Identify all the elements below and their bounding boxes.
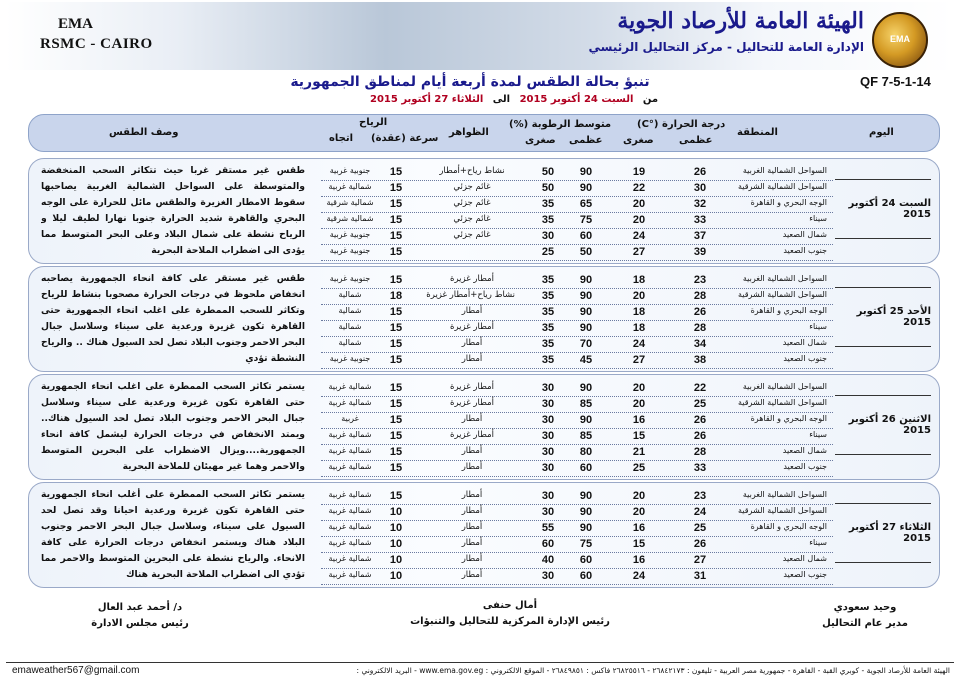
humidity-min: 35 xyxy=(541,306,555,318)
wind-direction: شمالية xyxy=(338,322,362,331)
humidity-max: 60 xyxy=(579,462,593,474)
humidity-max: 50 xyxy=(579,246,593,258)
wind-direction: شمالية شرقية xyxy=(326,198,374,207)
wind-speed: 18 xyxy=(389,290,403,302)
temp-max: 34 xyxy=(693,338,707,350)
phenomena: أمطار غزيرة xyxy=(450,274,494,284)
humidity-max: 45 xyxy=(579,354,593,366)
humidity-min: 40 xyxy=(541,554,555,566)
humidity-min: 50 xyxy=(541,182,555,194)
region-name: جنوب الصعيد xyxy=(783,354,827,363)
temp-min: 15 xyxy=(632,430,646,442)
footer-divider xyxy=(6,662,954,663)
col-day: اليوم xyxy=(869,127,894,138)
humidity-min: 55 xyxy=(541,522,555,534)
humidity-max: 60 xyxy=(579,554,593,566)
col-temp: درجة الحرارة (°C) xyxy=(637,119,726,130)
wind-speed: 15 xyxy=(389,462,403,474)
wind-speed: 10 xyxy=(389,538,403,550)
humidity-min: 30 xyxy=(541,506,555,518)
phenomena: أمطار غزيرة xyxy=(450,398,494,408)
signer-middle-name: أمال حنفى xyxy=(482,600,538,611)
temp-max: 25 xyxy=(693,522,707,534)
wind-direction: شمالية غربية xyxy=(328,462,372,471)
table-header xyxy=(28,114,940,152)
wind-direction: شمالية xyxy=(338,290,362,299)
table-row xyxy=(321,321,833,337)
temp-min: 20 xyxy=(632,214,646,226)
table-row xyxy=(321,229,833,245)
humidity-max: 90 xyxy=(579,522,593,534)
col-wind-dir: اتجاه xyxy=(329,133,354,144)
weather-description: يستمر تكاثر السحب الممطرة على اغلب انحاء الجمهورية حتى القاهرة تكون غزيرة ورعدية على سيناء وسلاسل جبال البحر الاحمر وجنوب البلاد تصل لحد السيول هناك.. ويمتد الانخفاض في درجات الحرارة ليشمل كافة انحاء الجمهورية....ويزال الاضطراب على البحرين المتوسط والاحمر وهما غير مهيئان للملاحة البحرية xyxy=(41,381,305,472)
temp-max: 28 xyxy=(693,322,707,334)
weather-description: طقس غير مستقر على كافة انحاء الجمهورية يصاحبه انخفاض ملحوظ في درجات الحرارة مصحوبا بنشاط للرياح وتكاثر للسحب الممطرة على اغلب انحاء الجمهورية حتى القاهرة تكون غزيرة ورعدية على سيناء وسلاسل جبال البحر الاحمر وجنوب البلاد تصل لحد السيول هناك .. والرياح النشطة تؤدي xyxy=(41,273,305,364)
wind-speed: 10 xyxy=(389,570,403,582)
humidity-min: 30 xyxy=(541,446,555,458)
temp-max: 31 xyxy=(693,570,707,582)
col-temp-min: صغرى xyxy=(623,135,654,146)
temp-min: 25 xyxy=(632,462,646,474)
temp-max: 37 xyxy=(693,230,707,242)
phenomena: أمطار xyxy=(461,306,483,316)
signer-middle-title: رئيس الإدارة المركزية للتحاليل والتنبؤات xyxy=(410,616,610,627)
temp-max: 30 xyxy=(693,182,707,194)
humidity-min: 30 xyxy=(541,414,555,426)
humidity-max: 90 xyxy=(579,274,593,286)
day-group xyxy=(28,374,940,480)
wind-speed: 15 xyxy=(389,354,403,366)
footer-email[interactable]: emaweather567@gmail.com xyxy=(12,665,140,676)
temp-min: 20 xyxy=(632,290,646,302)
temp-max: 26 xyxy=(693,538,707,550)
humidity-min: 35 xyxy=(541,214,555,226)
day-label: الثلاثاء 27 أكتوبر 2015 xyxy=(835,503,931,563)
wind-direction: شمالية غربية xyxy=(328,538,372,547)
table-row xyxy=(321,245,833,261)
wind-direction: شمالية شرقية xyxy=(326,214,374,223)
region-name: السواحل الشمالية الشرقية xyxy=(738,398,827,407)
wind-direction: شمالية غربية xyxy=(328,522,372,531)
humidity-min: 35 xyxy=(541,322,555,334)
phenomena: غائم جزئي xyxy=(453,214,491,224)
to-label: الى xyxy=(492,94,511,105)
temp-min: 20 xyxy=(632,398,646,410)
wind-direction: شمالية غربية xyxy=(328,382,372,391)
wind-speed: 15 xyxy=(389,230,403,242)
wind-direction: شمالية xyxy=(338,338,362,347)
center-name: RSMC - CAIRO xyxy=(40,36,153,52)
phenomena: أمطار xyxy=(461,506,483,516)
region-name: جنوب الصعيد xyxy=(783,462,827,471)
humidity-min: 50 xyxy=(541,166,555,178)
table-row xyxy=(321,397,833,413)
region-name: الوجه البحري و القاهرة xyxy=(750,522,827,531)
temp-min: 22 xyxy=(632,182,646,194)
temp-min: 27 xyxy=(632,246,646,258)
humidity-min: 30 xyxy=(541,430,555,442)
wind-direction: غربية xyxy=(341,414,359,423)
region-name: سيناء xyxy=(809,214,827,223)
temp-max: 25 xyxy=(693,398,707,410)
region-name: شمال الصعيد xyxy=(782,554,827,563)
col-desc: وصف الطقس xyxy=(109,127,179,138)
table-row xyxy=(321,181,833,197)
humidity-max: 85 xyxy=(579,430,593,442)
table-row xyxy=(321,537,833,553)
phenomena: أمطار xyxy=(461,490,483,500)
humidity-max: 65 xyxy=(579,198,593,210)
wind-speed: 15 xyxy=(389,382,403,394)
region-name: جنوب الصعيد xyxy=(783,570,827,579)
temp-min: 18 xyxy=(632,306,646,318)
phenomena: أمطار xyxy=(461,522,483,532)
humidity-min: 30 xyxy=(541,570,555,582)
region-name: السواحل الشمالية الغربية xyxy=(742,274,827,283)
temp-min: 24 xyxy=(632,230,646,242)
day-label: السبت 24 أكتوبر 2015 xyxy=(835,179,931,239)
wind-speed: 15 xyxy=(389,490,403,502)
wind-speed: 15 xyxy=(389,398,403,410)
phenomena: أمطار xyxy=(461,446,483,456)
wind-speed: 15 xyxy=(389,166,403,178)
region-name: السواحل الشمالية الشرقية xyxy=(738,506,827,515)
wind-direction: جنوبية غربية xyxy=(329,230,371,239)
col-hum-min: صغرى xyxy=(525,135,556,146)
wind-direction: جنوبية غربية xyxy=(329,166,371,175)
region-name: سيناء xyxy=(809,430,827,439)
temp-min: 18 xyxy=(632,274,646,286)
wind-direction: شمالية غربية xyxy=(328,398,372,407)
col-wind-speed: سرعة (عقدة) xyxy=(371,133,439,144)
temp-min: 16 xyxy=(632,414,646,426)
wind-direction: شمالية غربية xyxy=(328,554,372,563)
day-label: الأحد 25 أكتوبر 2015 xyxy=(835,287,931,347)
temp-max: 28 xyxy=(693,446,707,458)
wind-speed: 10 xyxy=(389,506,403,518)
logo-text: EMA xyxy=(890,34,910,44)
region-name: سيناء xyxy=(809,538,827,547)
signer-right-title: مدير عام التحاليل xyxy=(822,618,908,629)
humidity-max: 75 xyxy=(579,538,593,550)
wind-speed: 15 xyxy=(389,246,403,258)
table-row xyxy=(321,413,833,429)
table-row xyxy=(321,489,833,505)
wind-speed: 10 xyxy=(389,522,403,534)
phenomena: أمطار xyxy=(461,338,483,348)
humidity-min: 35 xyxy=(541,274,555,286)
humidity-min: 30 xyxy=(541,462,555,474)
temp-min: 16 xyxy=(632,554,646,566)
table-row xyxy=(321,505,833,521)
phenomena: أمطار غزيرة xyxy=(450,322,494,332)
region-name: جنوب الصعيد xyxy=(783,246,827,255)
humidity-min: 60 xyxy=(541,538,555,550)
humidity-max: 90 xyxy=(579,182,593,194)
humidity-max: 90 xyxy=(579,490,593,502)
wind-speed: 15 xyxy=(389,182,403,194)
phenomena: أمطار غزيرة xyxy=(450,382,494,392)
region-name: الوجه البحري و القاهرة xyxy=(750,306,827,315)
temp-max: 33 xyxy=(693,214,707,226)
temp-min: 16 xyxy=(632,522,646,534)
phenomena: أمطار غزيرة xyxy=(450,430,494,440)
temp-min: 27 xyxy=(632,354,646,366)
temp-min: 20 xyxy=(632,382,646,394)
region-name: شمال الصعيد xyxy=(782,230,827,239)
temp-min: 19 xyxy=(632,166,646,178)
col-phenomena: الظواهر xyxy=(449,127,489,138)
table-row xyxy=(321,569,833,585)
temp-max: 38 xyxy=(693,354,707,366)
col-wind: الرياح xyxy=(359,117,388,128)
wind-speed: 15 xyxy=(389,214,403,226)
temp-max: 22 xyxy=(693,382,707,394)
humidity-max: 90 xyxy=(579,306,593,318)
day-group xyxy=(28,266,940,372)
table-row xyxy=(321,289,833,305)
temp-min: 20 xyxy=(632,198,646,210)
region-name: السواحل الشمالية الشرقية xyxy=(738,182,827,191)
dept-name-ar: الإدارة العامة للتحاليل - مركز التحاليل الرئيسي xyxy=(588,40,864,54)
wind-direction: شمالية غربية xyxy=(328,182,372,191)
wind-speed: 15 xyxy=(389,338,403,350)
humidity-max: 90 xyxy=(579,506,593,518)
table-row xyxy=(321,553,833,569)
humidity-max: 60 xyxy=(579,230,593,242)
humidity-max: 60 xyxy=(579,570,593,582)
wind-direction: شمالية xyxy=(338,306,362,315)
humidity-max: 90 xyxy=(579,166,593,178)
region-name: السواحل الشمالية الشرقية xyxy=(738,290,827,299)
temp-min: 15 xyxy=(632,538,646,550)
wind-direction: جنوبية غربية xyxy=(329,354,371,363)
temp-max: 39 xyxy=(693,246,707,258)
temp-min: 18 xyxy=(632,322,646,334)
temp-min: 20 xyxy=(632,490,646,502)
wind-direction: شمالية غربية xyxy=(328,490,372,499)
humidity-min: 30 xyxy=(541,398,555,410)
phenomena: نشاط رياح+أمطار xyxy=(439,166,505,176)
to-date: الثلاثاء 27 أكتوبر 2015 xyxy=(370,94,484,105)
humidity-max: 90 xyxy=(579,290,593,302)
phenomena: غائم جزئي xyxy=(453,230,491,240)
wind-direction: شمالية غربية xyxy=(328,506,372,515)
temp-max: 33 xyxy=(693,462,707,474)
table-row xyxy=(321,445,833,461)
from-date: السبت 24 أكتوبر 2015 xyxy=(519,94,634,105)
temp-max: 32 xyxy=(693,198,707,210)
temp-max: 24 xyxy=(693,506,707,518)
table-row xyxy=(321,305,833,321)
temp-max: 27 xyxy=(693,554,707,566)
document-code: QF 7-5-1-14 xyxy=(860,74,931,89)
wind-speed: 15 xyxy=(389,414,403,426)
humidity-min: 35 xyxy=(541,338,555,350)
wind-speed: 15 xyxy=(389,446,403,458)
temp-max: 26 xyxy=(693,166,707,178)
humidity-max: 70 xyxy=(579,338,593,350)
wind-direction: شمالية غربية xyxy=(328,430,372,439)
day-group xyxy=(28,158,940,264)
col-humidity: متوسط الرطوبة (%) xyxy=(509,119,612,130)
phenomena: أمطار xyxy=(461,570,483,580)
humidity-max: 90 xyxy=(579,382,593,394)
from-label: من xyxy=(642,94,659,105)
col-hum-max: عظمى xyxy=(569,135,603,146)
footer-address: الهيئة العامة للأرصاد الجوية - كوبري القبة - القاهرة - جمهورية مصر العربية - تليفون : ٢٦٨٤٢١٧٣ - ٢٦٨٢٥٥١٦ فاكس : ٢٦٨٤٩٨٥١ - الموقع الالكتروني : www.ema.gov.eg - البريد الالكتروني : xyxy=(356,666,950,675)
temp-max: 26 xyxy=(693,306,707,318)
humidity-min: 25 xyxy=(541,246,555,258)
region-name: شمال الصعيد xyxy=(782,446,827,455)
humidity-max: 90 xyxy=(579,414,593,426)
table-row xyxy=(321,429,833,445)
forecast-date-range xyxy=(370,94,664,105)
temp-max: 23 xyxy=(693,490,707,502)
temp-min: 24 xyxy=(632,570,646,582)
region-name: السواحل الشمالية الغربية xyxy=(742,166,827,175)
phenomena: أمطار xyxy=(461,414,483,424)
wind-direction: شمالية غربية xyxy=(328,446,372,455)
org-name-ar: الهيئة العامة للأرصاد الجوية xyxy=(617,8,864,34)
day-label: الاثنين 26 أكتوبر 2015 xyxy=(835,395,931,455)
table-row xyxy=(321,381,833,397)
wind-direction: جنوبية غربية xyxy=(329,246,371,255)
temp-max: 28 xyxy=(693,290,707,302)
wind-speed: 10 xyxy=(389,554,403,566)
phenomena: غائم جزئي xyxy=(453,198,491,208)
humidity-max: 80 xyxy=(579,446,593,458)
table-row xyxy=(321,353,833,369)
table-row xyxy=(321,337,833,353)
col-region: المنطقة xyxy=(737,127,778,138)
table-row xyxy=(321,521,833,537)
region-name: الوجه البحري و القاهرة xyxy=(750,414,827,423)
table-row xyxy=(321,213,833,229)
wind-direction: جنوبية غربية xyxy=(329,274,371,283)
temp-max: 23 xyxy=(693,274,707,286)
phenomena: غائم جزئي xyxy=(453,182,491,192)
humidity-min: 30 xyxy=(541,490,555,502)
ema-logo-icon xyxy=(872,12,928,68)
org-abbrev: EMA xyxy=(58,16,93,32)
phenomena: أمطار xyxy=(461,538,483,548)
humidity-max: 85 xyxy=(579,398,593,410)
region-name: شمال الصعيد xyxy=(782,338,827,347)
signer-right-name: وحيد سعودي xyxy=(833,602,897,613)
region-name: السواحل الشمالية الغربية xyxy=(742,382,827,391)
humidity-min: 30 xyxy=(541,382,555,394)
weather-description: طقس غير مستقر غربا حيث تتكاثر السحب المنخفضة والمتوسطة على السواحل الشمالية الغربية يصاحبها سقوط الامطار الغزيرة والطقس مائل للحرارة على الوجه البحري والقاهرة شديد الحرارة جنوبا نهارا لطيف ليلا و الرياح نشطة على شمال البلاد وعلى البحر المتوسط مما يؤدى الى اضطراب الملاحة البحرية xyxy=(41,165,305,256)
wind-speed: 15 xyxy=(389,430,403,442)
wind-speed: 15 xyxy=(389,274,403,286)
wind-speed: 15 xyxy=(389,306,403,318)
wind-speed: 15 xyxy=(389,322,403,334)
table-row xyxy=(321,165,833,181)
table-row xyxy=(321,461,833,477)
weather-description: يستمر تكاثر السحب الممطرة على أغلب انحاء الجمهورية حتى القاهرة تكون غزيرة ورعدية احيانا وقد تصل لحد السيول على سيناء، وسلاسل جبال البحر الاحمر وجنوب البلاد هناك ويستمر انخفاض درجات الحرارة على كافة الانحاء. والرياح نشطة على البحرين المتوسط والاحمر مما تؤدي الى اضطراب الملاحة البحرية هناك xyxy=(41,489,305,580)
day-group xyxy=(28,482,940,588)
table-row xyxy=(321,273,833,289)
humidity-max: 90 xyxy=(579,322,593,334)
phenomena: أمطار xyxy=(461,354,483,364)
humidity-min: 35 xyxy=(541,290,555,302)
table-row xyxy=(321,197,833,213)
forecast-title: تنبؤ بحالة الطقس لمدة أربعة أيام لمناطق الجمهورية xyxy=(290,74,650,90)
region-name: السواحل الشمالية الغربية xyxy=(742,490,827,499)
col-temp-max: عظمى xyxy=(679,135,713,146)
temp-max: 26 xyxy=(693,414,707,426)
temp-min: 20 xyxy=(632,506,646,518)
wind-direction: شمالية غربية xyxy=(328,570,372,579)
wind-speed: 15 xyxy=(389,198,403,210)
temp-min: 24 xyxy=(632,338,646,350)
humidity-max: 75 xyxy=(579,214,593,226)
temp-min: 21 xyxy=(632,446,646,458)
region-name: الوجه البحري و القاهرة xyxy=(750,198,827,207)
signer-left-title: رئيس مجلس الادارة xyxy=(91,618,189,629)
phenomena: نشاط رياح+أمطار غزيرة xyxy=(426,290,515,300)
humidity-min: 35 xyxy=(541,354,555,366)
phenomena: أمطار xyxy=(461,462,483,472)
temp-max: 26 xyxy=(693,430,707,442)
region-name: سيناء xyxy=(809,322,827,331)
signer-left-name: د/ أحمد عبد العال xyxy=(97,602,183,613)
humidity-min: 35 xyxy=(541,198,555,210)
phenomena: أمطار xyxy=(461,554,483,564)
humidity-min: 30 xyxy=(541,230,555,242)
